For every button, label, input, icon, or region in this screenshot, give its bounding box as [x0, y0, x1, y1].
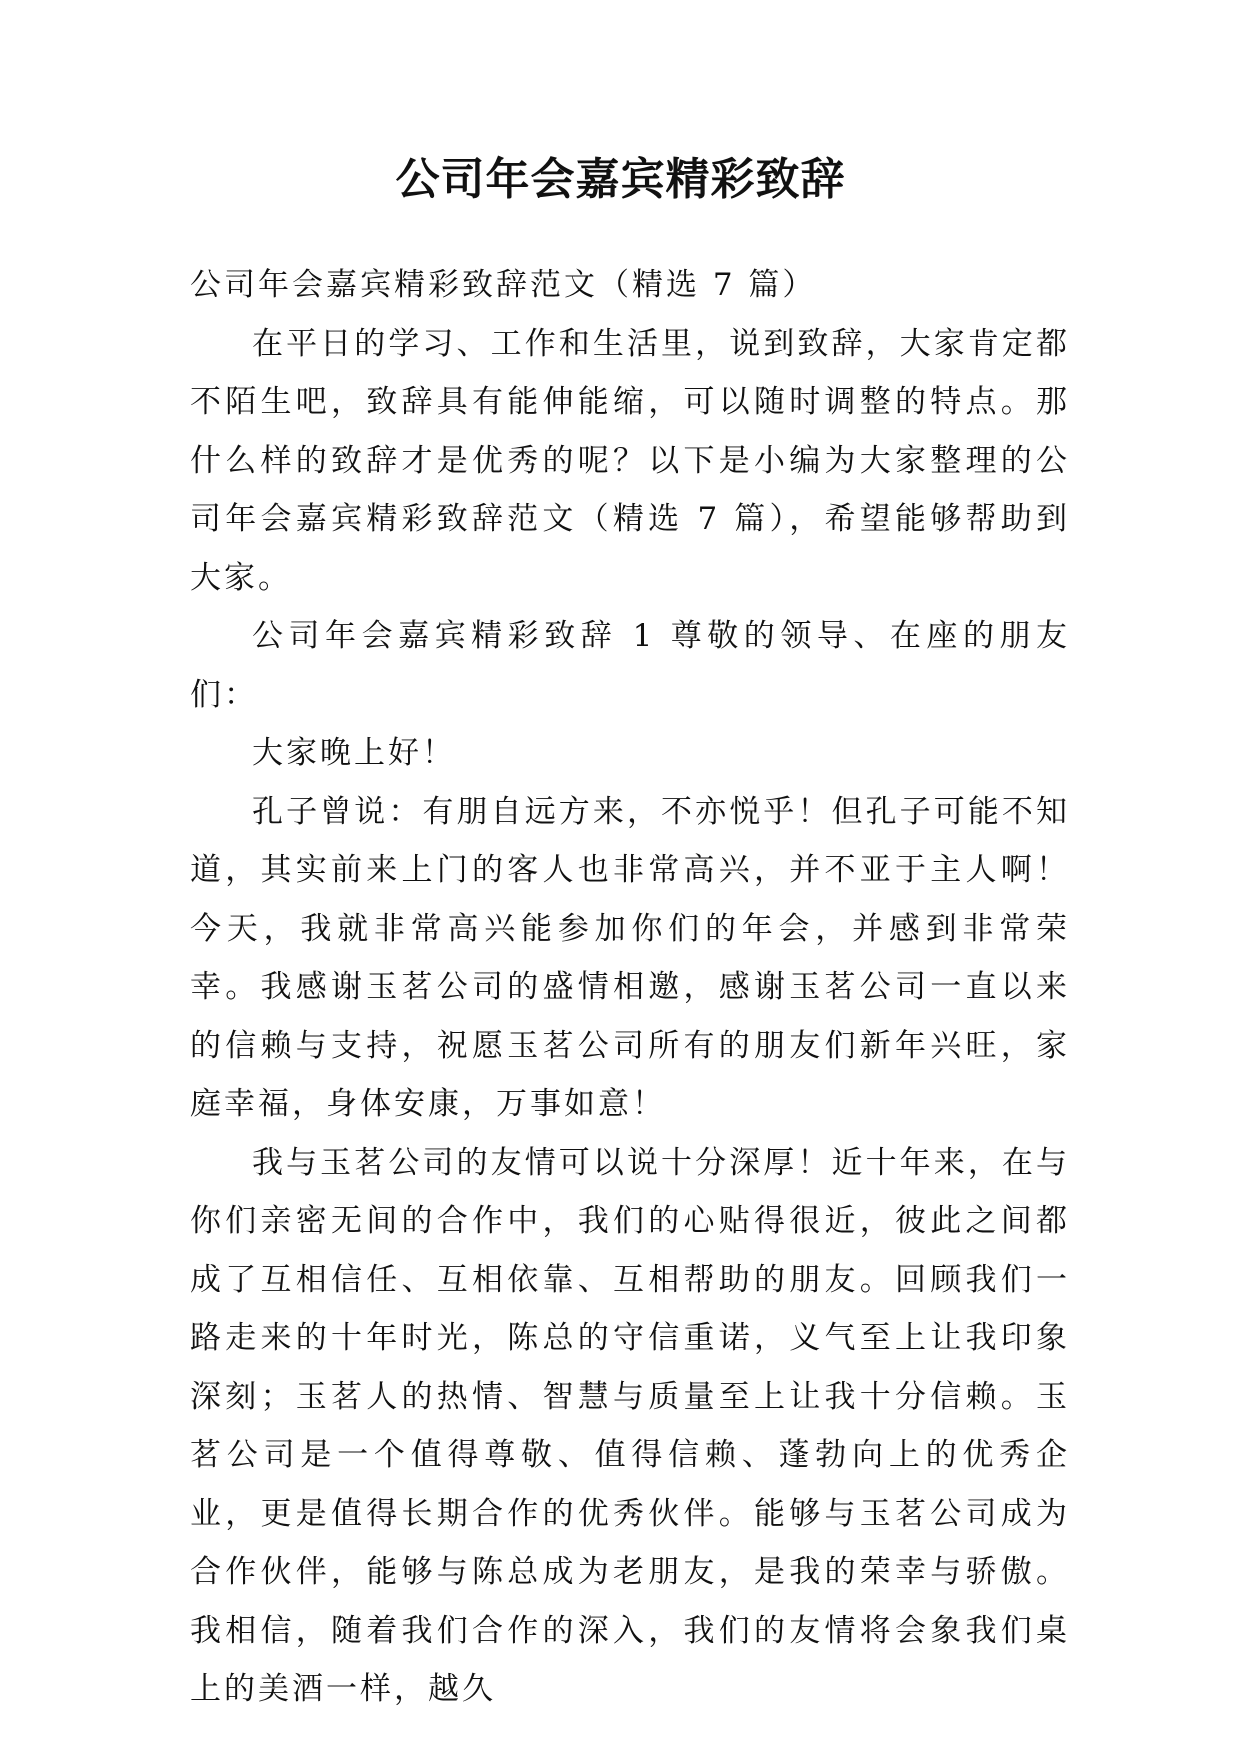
- body-paragraph: 孔子曾说：有朋自远方来，不亦悦乎！但孔子可能不知道，其实前来上门的客人也非常高兴，并不亚于主人啊！今天，我就非常高兴能参加你们的年会，并感到非常荣幸。我感谢玉茗公司的盛情相邀，感谢玉茗公司一直以来的信赖与支持，祝愿玉茗公司所有的朋友们新年兴旺，家庭幸福，身体安康，万事如意！: [190, 793, 1070, 1122]
- document-title: 公司年会嘉宾精彩致辞: [395, 154, 846, 205]
- greeting-paragraph: 大家晚上好！: [252, 735, 456, 771]
- body-paragraph: 我与玉茗公司的友情可以说十分深厚！近十年来，在与你们亲密无间的合作中，我们的心贴得很近，彼此之间都成了互相信任、互相依靠、互相帮助的朋友。回顾我们一路走来的十年时光，陈总的守信重诺，义气至上让我印象深刻；玉茗人的热情、智慧与质量至上让我十分信赖。玉茗公司是一个值得尊敬、值得信赖、蓬勃向上的优秀企业，更是值得长期合作的优秀伙伴。能够与玉茗公司成为合作伙伴，能够与陈总成为老朋友，是我的荣幸与骄傲。我相信，随着我们合作的深入，我们的友情将会象我们桌上的美酒一样，越久: [190, 1144, 1070, 1707]
- subtitle-paragraph: 公司年会嘉宾精彩致辞范文（精选 7 篇）: [190, 267, 817, 303]
- intro-paragraph: 在平日的学习、工作和生活里，说到致辞，大家肯定都不陌生吧，致辞具有能伸能缩，可以随时调整的特点。那什么样的致辞才是优秀的呢？以下是小编为大家整理的公司年会嘉宾精彩致辞范文（精选 7 篇），希望能够帮助到大家。: [190, 325, 1070, 596]
- speech-heading-paragraph: 公司年会嘉宾精彩致辞 1 尊敬的领导、在座的朋友们：: [190, 618, 1070, 713]
- document-body: [190, 256, 1070, 1719]
